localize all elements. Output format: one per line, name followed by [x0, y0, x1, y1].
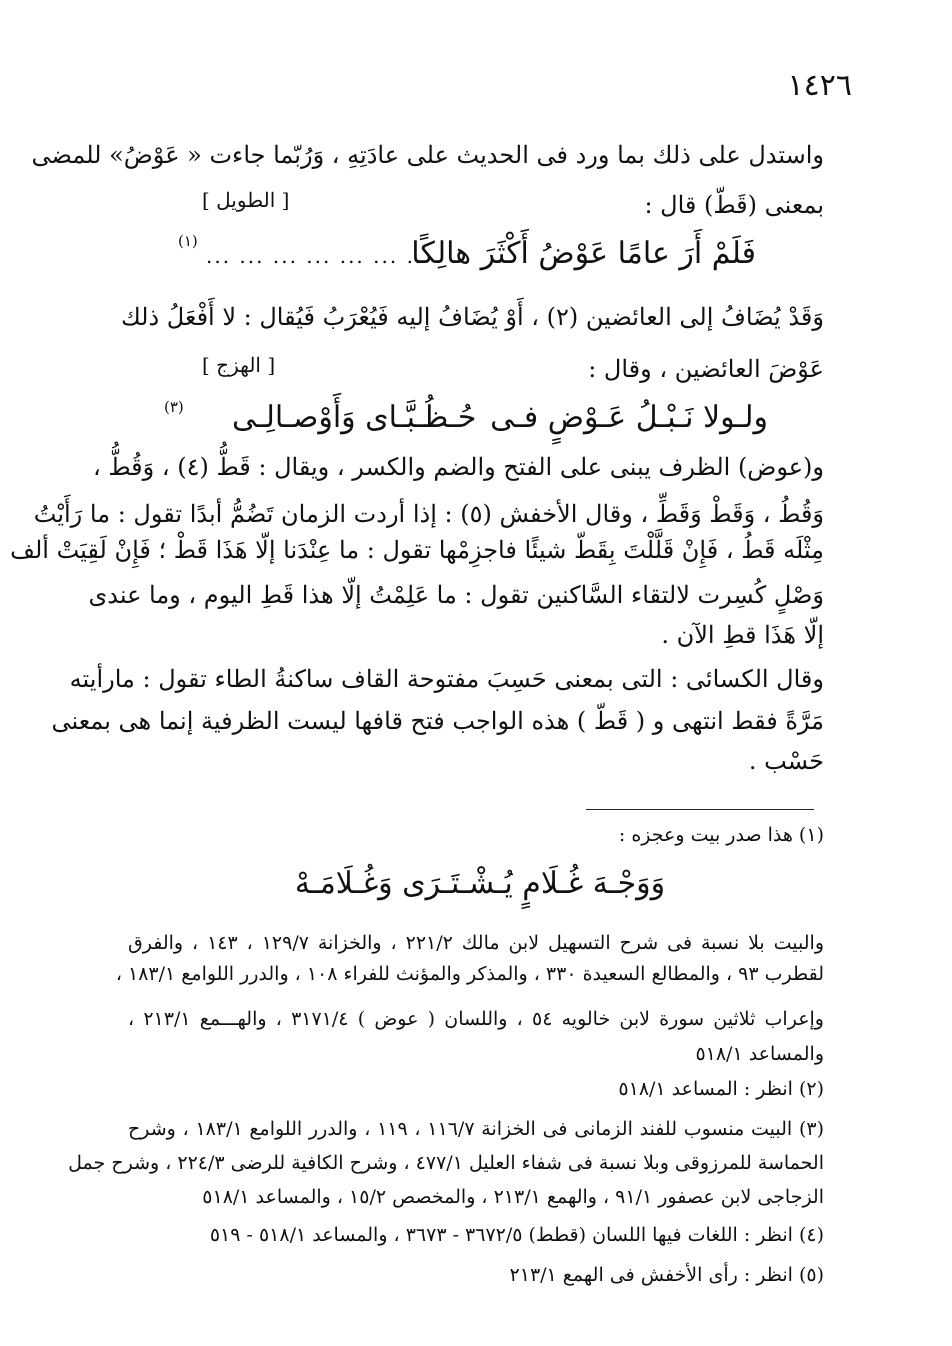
footnote-1-intro: (١) هذا صدر بيت وعجزه : — [618, 824, 824, 846]
footnote-separator — [586, 809, 814, 810]
text-line: و(عوض) الظرف يبنى على الفتح والضم والكسر ، ويقال : قَطُّ (٤) ، وَقُطُّ ، — [93, 453, 824, 481]
text-line: بمعنى (قَطّ) قال : — [644, 191, 824, 219]
text-line: حَسْب . — [748, 747, 824, 775]
text-line: وَصْلٍ كُسِرت لالتقاء السَّاكنين تقول : ما عَلِمْتُ إلّا هذا قَطِ اليوم ، وما عندى — [88, 581, 824, 609]
verse1-missing-hemistich: .. ... ... ... ... ... ... — [206, 244, 424, 268]
text-line: مِثْلَه قَطُ ، فَإِنْ قَلَّلْتَ بِقَطّ شيئًا فاجزِمْها تقول : ما عِنْدَنا إلّا هَذَا قَطْ ؛ فَإِنْ لَقِيَتْ ألف — [10, 536, 824, 564]
footnote-1-verse: وَوَجْـهَ غُـلَامٍ يُـشْـتَـرَى وَغُـلَامَـهْ — [294, 866, 666, 901]
footnote-4: (٤) انظر : اللغات فيها اللسان (قطط) ٣٦٧٢/٥ - ٣٦٧٣ ، والمساعد ٥١٨/١ - ٥١٩ — [209, 1224, 824, 1246]
text-line: إلّا هَذَا قطِ الآن . — [661, 621, 824, 649]
text-line: وقال الكسائى : التى بمعنى حَسِبَ مفتوحة القاف ساكنةُ الطاء تقول : مارأيته — [69, 665, 824, 693]
verse2-first-hemistich: ولـولا نَـبْـلُ عَـوْضٍ فـى — [490, 400, 768, 435]
footnote-1-line: والبيت بلا نسبة فى شرح التسهيل لابن مالك ٢٢١/٢ ، والخزانة ١٢٩/٧ ، ١٤٣ ، والفرق — [128, 932, 824, 954]
text-line: واستدل على ذلك بما ورد فى الحديث على عادَتِهِ ، وَرُبّما جاءت « عَوْضُ» للمضى — [31, 141, 824, 169]
footnote-1-line: وإعراب ثلاثين سورة لابن خالويه ٥٤ ، واللسان ( عوض ) ٣١٧١/٤ ، والهـــمع ٢١٣/١ ، — [128, 1008, 824, 1030]
footnote-1-line: لقطرب ٩٣ ، والمطالع السعيدة ٣٣٠ ، والمذكر والمؤنث للفراء ١٠٨ ، والدرر اللوامع ١٨٣/١ ، — [115, 963, 824, 985]
footnote-2: (٢) انظر : المساعد ٥١٨/١ — [618, 1078, 824, 1100]
verse2-second-hemistich: حُـظُـبَّـاى وَأَوْصـالِـى — [232, 400, 477, 435]
footnote-3-line: الزجاجى لابن عصفور ٩١/١ ، والهمع ٢١٣/١ ، والمخصص ١٥/٢ ، والمساعد ٥١٨/١ — [202, 1186, 824, 1208]
meter-label-hazaj: [ الهزج ] — [202, 353, 276, 377]
footnote-3-line: (٣) البيت منسوب للفند الزمانى فى الخزانة ١١٦/٧ ، ١١٩ ، والدرر اللوامع ١٨٣/١ ، وشرح — [128, 1118, 824, 1140]
verse1-first-hemistich: فَلَمْ أَرَ عامًا عَوْضُ أَكْثَرَ هالِكًا — [411, 236, 756, 271]
verse2-footnote-ref: (٣) — [164, 398, 184, 416]
footnote-3-line: الحماسة للمرزوقى وبلا نسبة فى شفاء العليل ٤٧٧/١ ، وشرح الكافية للرضى ٢٢٤/٣ ، وشرح جمل — [68, 1152, 824, 1174]
text-line: وَقَدْ يُضَافُ إلى العائضين (٢) ، أَوْ يُضَافُ إليه فَيُعْرَبُ فَيُقال : لا أَفْعَلُ ذلك — [120, 303, 824, 331]
text-line: مَرَّةً فقط انتهى و ( قَطّ ) هذه الواجب فتح قافها ليست الظرفية إنما هى بمعنى — [51, 707, 824, 735]
footnote-5: (٥) انظر : رأى الأخفش فى الهمع ٢١٣/١ — [509, 1264, 824, 1286]
text-line: عَوْضَ العائضين ، وقال : — [588, 355, 824, 383]
verse1-footnote-ref: (١) — [178, 232, 198, 250]
meter-label-tawil: [ الطويل ] — [202, 188, 290, 212]
text-line: وَقُطُ ، وَقَطْ وَقَطِّ ، وقال الأخفش (٥) : إذا أردت الزمان تَضُمُّ أبدًا تقول : ما رَأَيْتُ — [33, 500, 824, 528]
page-number: ١٤٢٦ — [787, 68, 852, 103]
footnote-1-line: والمساعد ٥١٨/١ — [695, 1043, 824, 1065]
